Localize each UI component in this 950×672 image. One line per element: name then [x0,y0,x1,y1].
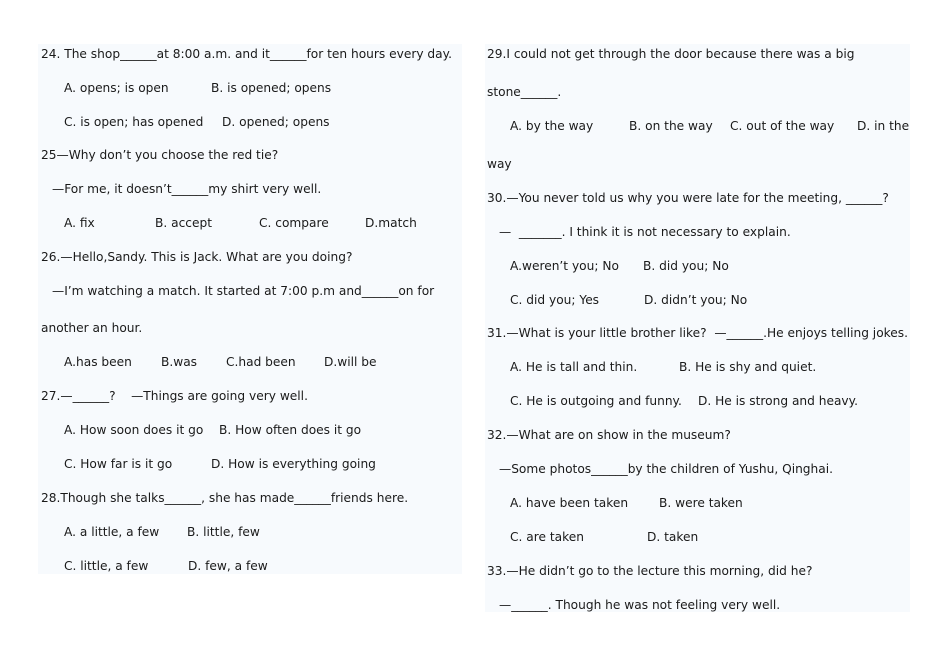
q26-option-d: D.will be [324,355,377,369]
q33-stem: 33.—He didn’t go to the lecture this morning, did he? [487,564,813,578]
q31-stem: 31.—What is your little brother like? —______.He enjoys telling jokes. [487,326,908,340]
q30-option-a: A.weren’t you; No [510,259,619,273]
q32-option-d: D. taken [647,530,699,544]
q24-option-c: C. is open; has opened [64,115,204,129]
q32-stem-2: —Some photos______by the children of Yushu, Qinghai. [499,462,833,476]
q29-option-d: D. in the [857,119,910,133]
q31-option-a: A. He is tall and thin. [510,360,638,374]
q32-option-b: B. were taken [659,496,743,510]
q25-option-a: A. fix [64,216,95,230]
q28-option-d: D. few, a few [188,559,268,573]
q27-option-a: A. How soon does it go [64,423,204,437]
q30-option-c: C. did you; Yes [510,293,600,307]
q27-option-c: C. How far is it go [64,457,173,471]
q32-stem: 32.—What are on show in the museum? [487,428,731,442]
q29-option-a: A. by the way [510,119,594,133]
q29-option-c: C. out of the way [730,119,835,133]
q24-option-d: D. opened; opens [222,115,330,129]
q25-option-c: C. compare [259,216,329,230]
q31-option-d: D. He is strong and heavy. [698,394,858,408]
q29-stem: 29.I could not get through the door because there was a big [487,47,855,61]
q25-option-b: B. accept [155,216,212,230]
q33-stem-2: —______. Though he was not feeling very well. [499,598,781,612]
q30-option-b: B. did you; No [643,259,729,273]
q28-option-a: A. a little, a few [64,525,160,539]
q26-stem-3: another an hour. [41,321,143,335]
q29-option-d-cont: way [487,157,512,171]
q29-option-b: B. on the way [629,119,713,133]
q30-option-d: D. didn’t you; No [644,293,748,307]
q26-option-a: A.has been [64,355,132,369]
q31-option-b: B. He is shy and quiet. [679,360,817,374]
q25-stem-2: —For me, it doesn’t______my shirt very well. [52,182,322,196]
q24-stem: 24. The shop______at 8:00 a.m. and it______for ten hours every day. [41,47,452,61]
q24-option-a: A. opens; is open [64,81,169,95]
q26-stem-2: —I’m watching a match. It started at 7:00 p.m and______on for [52,284,435,298]
q28-option-c: C. little, a few [64,559,149,573]
q26-option-b: B.was [161,355,198,369]
q27-option-b: B. How often does it go [219,423,362,437]
q27-stem: 27.—______? —Things are going very well. [41,389,308,403]
q25-option-d: D.match [365,216,417,230]
q27-option-d: D. How is everything going [211,457,376,471]
q24-option-b: B. is opened; opens [211,81,332,95]
q32-option-a: A. have been taken [510,496,629,510]
q28-option-b: B. little, few [187,525,260,539]
q30-stem-2: — _______. I think it is not necessary to explain. [499,225,791,239]
q29-stem-2: stone______. [487,85,562,99]
q30-stem: 30.—You never told us why you were late for the meeting, ______? [487,191,889,205]
q26-stem: 26.—Hello,Sandy. This is Jack. What are you doing? [41,250,353,264]
q31-option-c: C. He is outgoing and funny. [510,394,682,408]
q32-option-c: C. are taken [510,530,584,544]
q26-option-c: C.had been [226,355,296,369]
q25-stem: 25—Why don’t you choose the red tie? [41,148,279,162]
q28-stem: 28.Though she talks______, she has made______friends here. [41,491,409,505]
